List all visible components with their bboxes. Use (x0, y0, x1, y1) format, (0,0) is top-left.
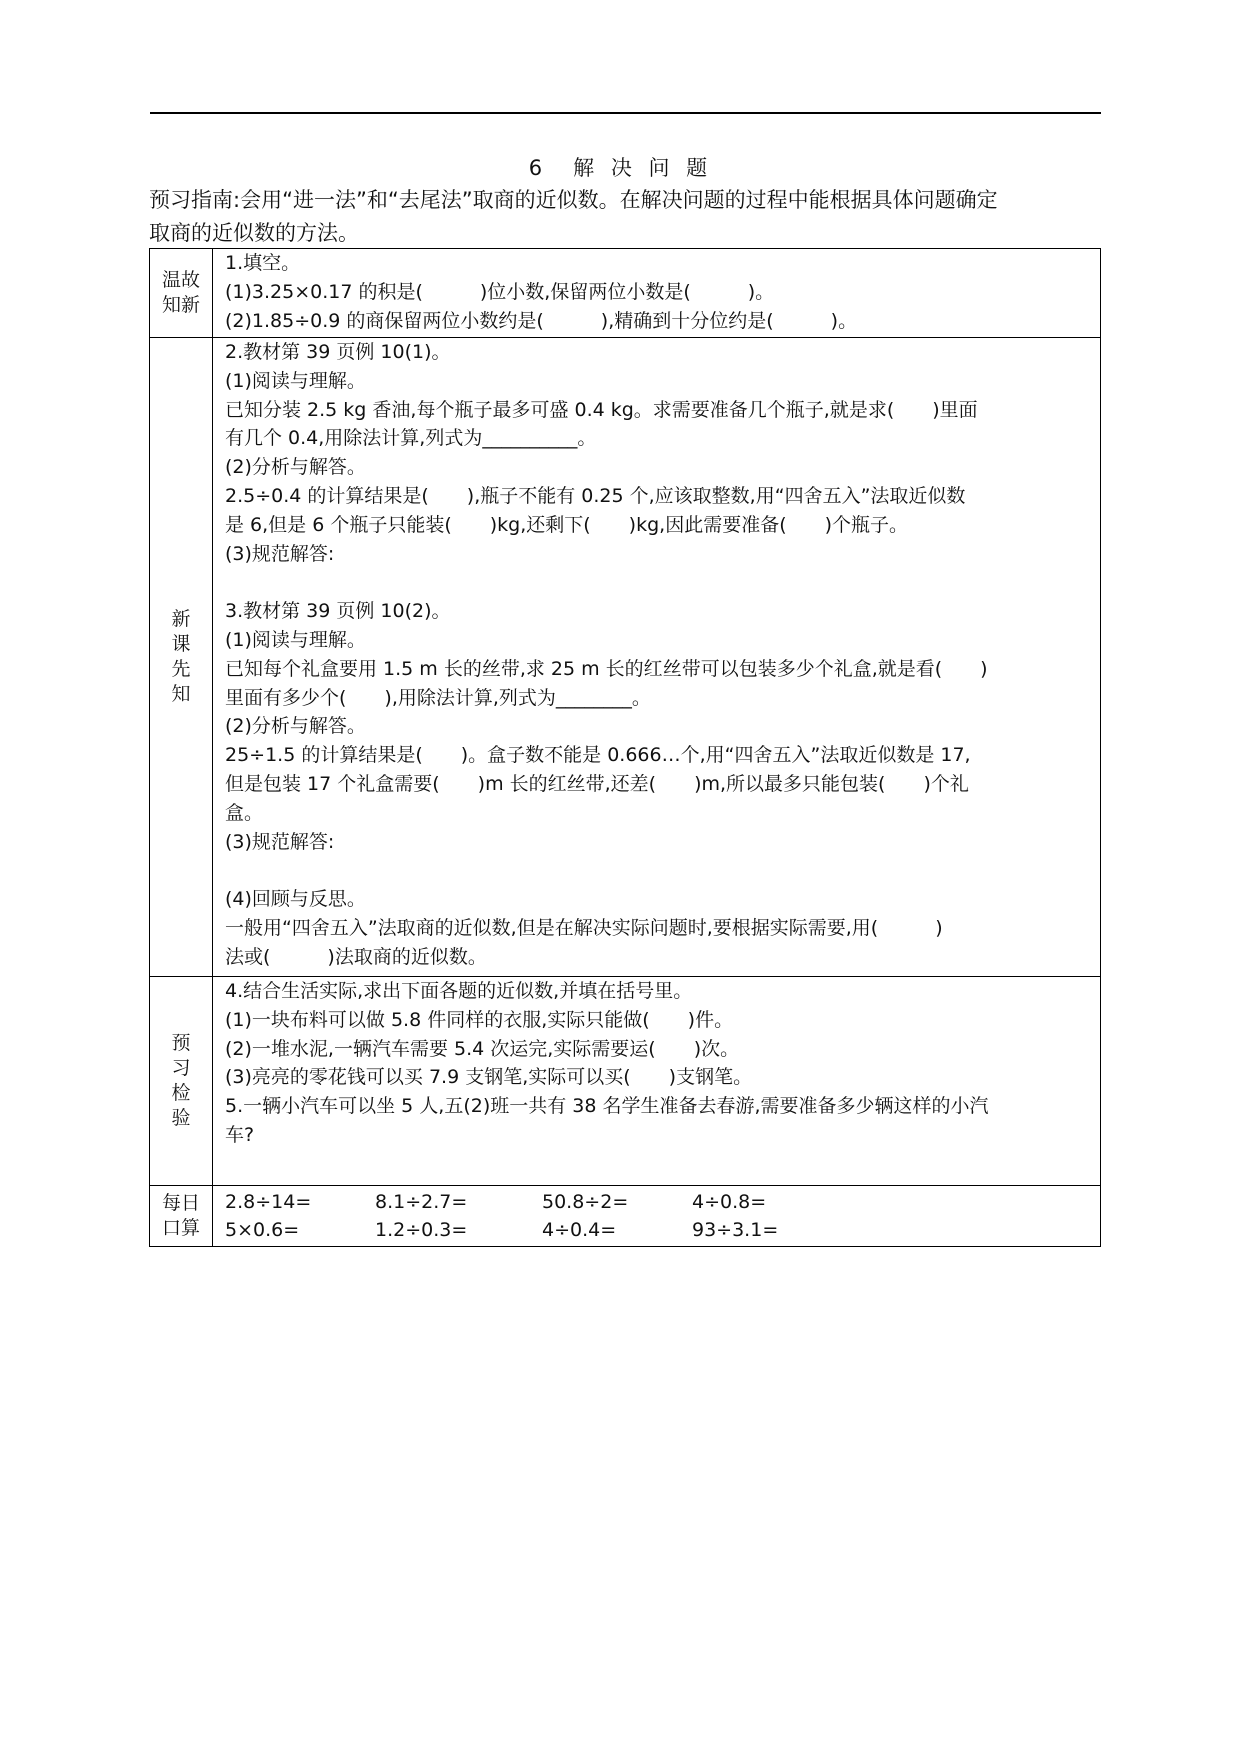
question-line: (2)分析与解答。 (225, 456, 366, 479)
question-line: (3)亮亮的零花钱可以买 7.9 支钢笔,实际可以买( )支钢笔。 (225, 1066, 753, 1089)
question-line: 25÷1.5 的计算结果是( )。盒子数不能是 0.666…个,用“四舍五入”法取近似数是 17, (225, 744, 971, 767)
calc-item: 4÷0.8= (692, 1191, 767, 1213)
question-line: 是 6,但是 6 个瓶子只能装( )kg,还剩下( )kg,因此需要准备( )个瓶子。 (225, 513, 909, 536)
question-line: 3.教材第 39 页例 10(2)。 (225, 600, 451, 623)
calc-item: 8.1÷2.7= (375, 1191, 468, 1213)
calc-item: 4÷0.4= (542, 1219, 617, 1241)
question-line: (3)规范解答: (225, 830, 335, 853)
question-line: (3)规范解答: (225, 542, 335, 565)
question-line: 里面有多少个( ),用除法计算,列式为________。 (225, 686, 651, 709)
section-preview-check (150, 977, 1101, 1186)
question-line: (2)1.85÷0.9 的商保留两位小数约是( ),精确到十分位约是( )。 (225, 309, 858, 332)
calc-item: 50.8÷2= (542, 1191, 629, 1213)
question-line: 5.一辆小汽车可以坐 5 人,五(2)班一共有 38 名学生准备去春游,需要准备多少辆这样的小汽 (225, 1095, 989, 1118)
question-line: 但是包装 17 个礼盒需要( )m 长的红丝带,还差( )m,所以最多只能包装( )个礼 (225, 772, 969, 795)
calc-item: 1.2÷0.3= (375, 1219, 468, 1241)
question-line: (1)一块布料可以做 5.8 件同样的衣服,实际只能做( )件。 (225, 1008, 734, 1031)
question-line: 2.教材第 39 页例 10(1)。 (225, 341, 451, 363)
question-line: 法或( )法取商的近似数。 (225, 945, 487, 968)
preview-guide (149, 184, 1089, 250)
page-title: 6 解 决 问 题 (528, 156, 713, 180)
question-line: (2)一堆水泥,一辆汽车需要 5.4 次运完,实际需要运( )次。 (225, 1037, 740, 1060)
section-mental-math (150, 1186, 1101, 1247)
section-label: 新 课 先 知 (150, 338, 213, 977)
guide-line: 取商的近似数的方法。 (149, 221, 359, 245)
question-line: 一般用“四舍五入”法取商的近似数,但是在解决实际问题时,要根据实际需要,用( ) (225, 916, 943, 939)
question-line: (1)阅读与理解。 (225, 628, 366, 651)
calc-item: 2.8÷14= (225, 1191, 312, 1213)
question-line: 已知分装 2.5 kg 香油,每个瓶子最多可盛 0.4 kg。求需要准备几个瓶子,就是求( )里面 (225, 398, 978, 421)
calc-row (225, 1188, 1086, 1216)
question-line: (1)阅读与理解。 (225, 369, 366, 392)
question-line: (2)分析与解答。 (225, 715, 366, 738)
section-new-lesson (150, 338, 1101, 977)
guide-line: 预习指南:会用“进一法”和“去尾法”取商的近似数。在解决问题的过程中能根据具体问题确定 (149, 188, 998, 212)
header-rule (150, 112, 1101, 114)
worksheet-table (149, 248, 1101, 1247)
calc-item: 93÷3.1= (692, 1219, 779, 1241)
question-line: (1)3.25×0.17 的积是( )位小数,保留两位小数是( )。 (225, 280, 775, 303)
question-line: (4)回顾与反思。 (225, 888, 366, 911)
question-line: 车? (225, 1123, 255, 1146)
question-line: 4.结合生活实际,求出下面各题的近似数,并填在括号里。 (225, 980, 693, 1002)
calc-item: 5×0.6= (225, 1219, 300, 1241)
calc-row (225, 1216, 1086, 1244)
section-content (213, 249, 1101, 338)
section-content (213, 338, 1101, 977)
answer-space (225, 568, 1086, 597)
section-content (213, 977, 1101, 1186)
question-line: 2.5÷0.4 的计算结果是( ),瓶子不能有 0.25 个,应该取整数,用“四舍五入”法取近似数 (225, 484, 966, 507)
answer-space (225, 856, 1086, 885)
question-line: 盒。 (225, 801, 264, 824)
question-line: 1.填空。 (225, 252, 301, 274)
section-review (150, 249, 1101, 338)
question-line: 已知每个礼盒要用 1.5 m 长的丝带,求 25 m 长的红丝带可以包装多少个礼盒,就是看( ) (225, 657, 988, 680)
section-content (213, 1186, 1101, 1247)
section-label: 每日 口算 (150, 1186, 213, 1247)
question-line: 有几个 0.4,用除法计算,列式为__________。 (225, 427, 597, 450)
section-label: 预 习 检 验 (150, 977, 213, 1186)
section-label: 温故 知新 (150, 249, 213, 338)
